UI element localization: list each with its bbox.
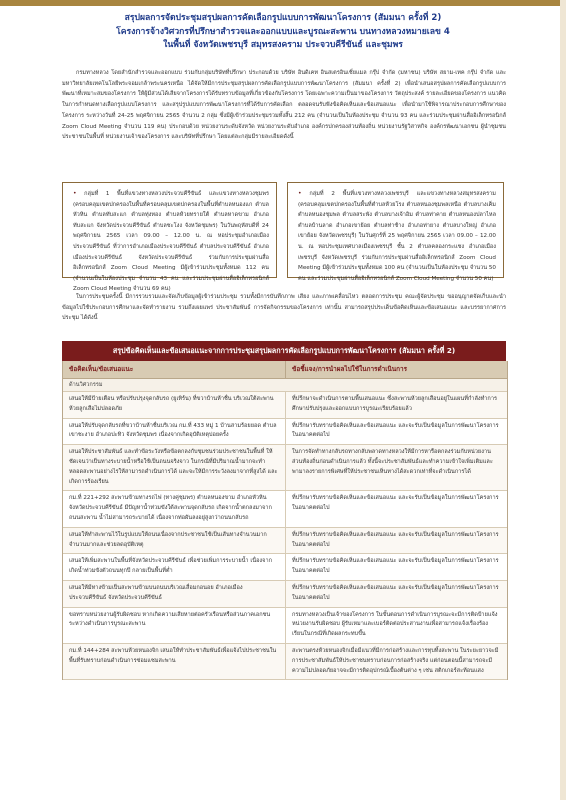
comment-cell: เสนอให้ปรับจุดกลับรถที่ขวาบ้านห้าชื่นบริเวณ กม.ที่ 433 หมู่ 1 บ้านสามร้อยยอด ตำบลเขาชะงาย อำเภอปะทิว จังหวัดชุมพร เนื่องจากเกิดอุบัติเหตุบ่อยครั้ง <box>63 419 286 445</box>
response-cell: ที่ปรึกษารับทราบข้อคิดเห็นและข้อเสนอแนะ และจะรับเป็นข้อมูลในการพัฒนาโครงการในอนาคตต่อไป <box>292 558 499 575</box>
group-1-text <box>73 189 269 295</box>
response-cell: ในการจัดทำทางกลับรถทางกลับพลาดทางหลวงให้มีการหารือตกลงร่วมกับหน่วยงานส่วนท้องถิ่นก่อนดำเนินการแล้ว ทั้งนี้จะประชาสัมพันธ์และทำความเข้าใจเพิ่มเติมและพามาลงรายการพิเศษที่ให้ประชาชนเห็นทางได้สะดวกเท่าที่จะดำเนินการได้ <box>292 449 493 475</box>
table-row <box>63 644 507 680</box>
response-cell: ที่ปรึกษารับทราบข้อคิดเห็นและข้อเสนอแนะ และจะรับเป็นข้อมูลในการพัฒนาโครงการในอนาคตต่อไป <box>292 584 499 601</box>
response-cell: สะพานตรงห้วยหนองจิกเมื่อมีแนวที่มีการก่อสร้างและการทุบทิ้งสะพาน ในระยะยาวจะมีการประชาสัมพันธ์ให้ประชาชนทราบก่อนการก่อสร้างจริง แต่ก่อนตอนนี้สามารถจะมีความไม่ปลอดภัยอาจจะมีการติดอุปกรณ์เบื้องต้นต่าง ๆ เช่น สติกเกอร์สะท้อนแสง <box>292 647 499 674</box>
response-cell: ที่ปรึกษาจะดำเนินการตามพื้นเสนอแนะ ซึ่งสะพานห้วยลูกเสือนอยู่ในแผนที่กำลังทำการศึกษาปรับปรุงและออกแบบการบูรณะเรียบร้อยแล้ว <box>292 396 497 412</box>
table-row <box>63 528 507 555</box>
response-cell: ที่ปรึกษารับทราบข้อคิดเห็นและข้อเสนอแนะ และจะรับเป็นข้อมูลในการพัฒนาโครงการในอนาคตต่อไป <box>292 422 499 439</box>
response-cell: กรมทางหลวงเป็นเจ้าของโครงการ ในขั้นตอนการดำเนินการบูรณะจะมีการติดป้ายแจ้งหน่วยงานรับผิดชอบ ผู้รับเหมาและเบอร์ติดต่อประสานงานเพื่อสามารถแจ้งเรื่องร้องเรียนในกรณีที่เกิดผลกระทบขึ้น <box>292 611 498 638</box>
table-row <box>63 554 507 581</box>
comment-cell: ขอทราบหน่วยงานผู้รับผิดชอบ หากเกิดความเสียหายต่อครัวเรือนหรือส่วนภาคเอกชนระหว่างดำเนินการบูรณะสะพาน <box>63 608 286 643</box>
table-body <box>63 392 507 680</box>
table-header <box>63 361 507 379</box>
table-row <box>63 581 507 608</box>
side-decoration <box>560 0 566 800</box>
comment-cell: เสนอให้มีป้ายเตือน หรือปรับปรุงจุดกลับรถ (ยูเทิร์น) ที่ขวาบ้านห้าชื่น บริเวณใต้สะพานห้วยลูกเสือไม่ปลอดภัย <box>63 392 286 418</box>
conclusion-paragraph: ในการประชุมครั้งนี้ มีการรวบรวมและจัดเก็บข้อมูลผู้เข้าร่วมประชุม รวมทั้งมีการบันทึกภาพ เสียง และภาพเคลื่อนไหว ตลอดการประชุม คณะผู้จัดประชุม ขออนุญาตจัดเก็บและนำข้อมูลไปใช้ประกอบการศึกษาและจัดทำรายงาน รวมถึงเผยแพร่ ประชาสัมพันธ์ การจัดกิจกรรมของโครงการ เท่านั้น สามารถสรุปประเด็นข้อคิดเห็นและข้อเสนอแนะ และบรรยากาศการประชุม ได้ดังนี้ <box>62 294 506 322</box>
bullet-icon: • <box>73 190 77 197</box>
comment-cell: เสนอให้ประชาสัมพันธ์ และทำข้อระวังหรือข้อตกลงกับชุมชนร่วมประชาชนในพื้นที่ ให้ชัดเจนว่าเป็นทางระบายน้ำหรือใช้เป็นถนนจริงจาว ในกรณีที่มีปริมาณน้ำมากจะทำหลอดสะพานอย่างไรให้สามารถดำเนินการได้ และจะให้มีการระวังลงมาจากที่สูงได้ และเกิดการร้องเรียน <box>63 445 286 490</box>
group-2-text <box>298 189 496 284</box>
table-section-engineering: ด้านวิศวกรรม <box>63 379 507 392</box>
table-row <box>63 445 507 491</box>
group-1-box <box>62 182 277 293</box>
table-row <box>63 419 507 446</box>
comment-cell: เสนอให้มีทางข้ามเป็นสะพานข้ามบนถนนบริเวณเสื่อมกอนอย อำเภอเมืองประจวบคีรีขันธ์ จังหวัดประจวบคีรีขันธ์ <box>63 581 286 607</box>
response-cell: ที่ปรึกษารับทราบข้อคิดเห็นและข้อเสนอแนะ และจะรับเป็นข้อมูลในการพัฒนาโครงการในอนาคตต่อไป <box>292 495 499 512</box>
comment-cell: กม.ที่ 221+292 สะพานข้ามทางรถไฟ (ทางคู่ชุมพร) ตำบลหนองขาม อำเภอหัวหิน จังหวัดประจวบคีรีขันธ์ มีปัญหาน้ำท่วมขังใต้สะพานจุดกลับรถ เกิดจากน้ำตกลงมาจากถนนสะพาน น้ำไม่สามารถระบายได้ เนื่องจากท่อผันลงอยู่สูงกว่าถนนกลับรถ <box>63 491 286 526</box>
response-cell: ที่ปรึกษารับทราบข้อคิดเห็นและข้อเสนอแนะ และจะรับเป็นข้อมูลในการพัฒนาโครงการในอนาคตต่อไป <box>292 531 499 548</box>
comment-cell: กม.ที่ 144+284 สะพานห้วยหนองจิก เสนอให้ทำประชาสัมพันธ์เพื่อแจ้งไปประชาชนในพื้นที่รับทราบก่อนดำเนินการซ่อมแซมสะพาน <box>63 644 286 679</box>
title-line-1: สรุปผลการจัดประชุมสรุปผลการคัดเลือกรูปแบบการพัฒนาโครงการ (สัมมนา ครั้งที่ 2) <box>124 13 442 23</box>
table-row <box>63 491 507 527</box>
table-row <box>63 608 507 644</box>
group-1-description: กลุ่มที่ 1 พื้นที่แขวงทางหลวงประจวบคีรีขันธ์ และแขวงทางหลวงชุมพร (ครอบคลุมเขตปกครองในพื้นที่ครอบคลุมเขตปกครองในพื้นที่ตำบลหนองแก ตำบลหัวหิน ตำบลทับสะแก ตำบลทุ่งทอง ตำบลห้วยทรายใต้ ตำบลหาดขาม อำเภอทับสะแก จังหวัดประจวบคีรีขันธ์ ตำบลชะโงง จังหวัดชุมพร) ในวันพฤหัสบดีที่ 24 พฤศจิกายน 2565 เวลา 09.00 – 12.00 น. ณ หอประชุมอำเภอเมืองประจวบคีรีขันธ์ ที่ว่าการอำเภอเมืองประจวบคีรีขันธ์ ตำบลประจวบคีรีขันธ์ อำเภอเมืองประจวบคีรีขันธ์ จังหวัดประจวบคีรีขันธ์ ร่วมกับการประชุมผ่านสื่ออิเล็กทรอนิกส์ Zoom Cloud Meeting มีผู้เข้าร่วมประชุมทั้งหมด 112 คน (จำนวนเป็นในห้องประชุม จำนวน 43 คน และร่วมประชุมผ่านสื่ออิเล็กทรอนิกส์ Zoom Cloud Meeting จำนวน 69 คน) <box>73 191 270 293</box>
bullet-icon: • <box>298 190 302 197</box>
top-accent-bar <box>0 0 566 6</box>
group-2-description: กลุ่มที่ 2 พื้นที่แขวงทางหลวงเพชรบุรี และแขวงทางหลวงสมุทรสงคราม (ครอบคลุมเขตปกครองในพื้นที่ตำบลห้วยโรง ตำบลหนองชุมพลเหนือ ตำบลบางเค็ม ตำบลหนองชุมพล ตำบลสระพัง ตำบลบางเจ้าอิม ตำบลท่าคาย ตำบลหนองปลาไหล ตำบลบ้านลาด อำเภอเขาย้อย ตำบลท่าช้าง อำเภอท่ายาง ตำบลบางใหญ่ อำเภอเขาย้อย จังหวัดเพชรบุรี) ในวันศุกร์ที่ 25 พฤศจิกายน 2565 เวลา 09.00 – 12.00 น. ณ หอประชุมเทศบาลเมืองเพชรบุรี ชั้น 2 ตำบลคลองกระแชง อำเภอเมืองเพชรบุรี จังหวัดเพชรบุรี ร่วมกับการประชุมผ่านสื่ออิเล็กทรอนิกส์ Zoom Cloud Meeting มีผู้เข้าร่วมประชุมทั้งหมด 100 คน (จำนวนเป็นในห้องประชุม จำนวน 50 คน และร่วมประชุมผ่านสื่ออิเล็กทรอนิกส์ Zoom Cloud Meeting จำนวน 50 คน) <box>298 191 496 282</box>
comments-table <box>62 361 508 680</box>
comment-cell: เสนอให้เพิ่มสะพานในพื้นที่จังหวัดประจวบคีรีขันธ์ เพื่อช่วยเพิ่มการระบายน้ำ เนื่องจากเกิดน้ำท่วมขังตัวถนนทุกปี กลายเป็นพื้นที่ต่ำ <box>63 554 286 580</box>
group-2-box <box>287 182 504 282</box>
document-title <box>60 12 506 53</box>
column-header-comments: ข้อคิดเห็น/ข้อเสนอแนะ <box>63 361 286 378</box>
table-row <box>63 392 507 419</box>
column-header-responses: ข้อชี้แจง/การนำผลไปใช้ในการดำเนินการ <box>292 365 408 373</box>
intro-paragraph: กรมทางหลวง โดยสำนักสำรวจและออกแบบ ร่วมกับกลุ่มบริษัทที่ปรึกษา ประกอบด้วย บริษัท อินดิเคท อินสเตรอินเชี่ยแมล กรุ๊ป จำกัด (มหาชน) บริษัท สยาม-เทค กรุ๊ป จำกัด และมหาวิทยาลัยเทคโนโลยีพระจอมเกล้าพระนครเหนือ ได้จัดให้มีการประชุมสรุปผลการคัดเลือกรูปแบบการพัฒนาโครงการ (สัมมนา ครั้งที่ 2) เพื่อนำเสนอสรุปผลการคัดเลือกรูปแบบการพัฒนาที่เหมาะสมของโครงการ ให้ผู้มีส่วนได้เสียจากโครงการได้รับทราบข้อมูลที่เกี่ยวข้องกับโครงการ โดยเฉพาะความเป็นมาของโครงการ วัตถุประสงค์ รายละเอียดของโครงการ แนวคิดในการกำหนดทางเลือกรูปแบบโครงการ และสรุปรูปแบบการพัฒนาโครงการที่ได้รับการคัดเลือก ตลอดจนรับฟังข้อคิดเห็นและข้อเสนอแนะ เพื่อนำมาใช้พิจารณาประกอบการศึกษาของโครงการ ระหว่างวันที่ 24-25 พฤศจิกายน 2565 จำนวน 2 กลุ่ม ซึ่งมีผู้เข้าร่วมประชุมรวมทั้งสิ้น 212 คน (จำนวนเป็นในห้องประชุม จำนวน 93 คน และร่วมประชุมผ่านสื่ออิเล็กทรอนิกส์ Zoom Cloud Meeting จำนวน 119 คน) ประกอบด้วย หน่วยงานระดับจังหวัด หน่วยงานระดับอำเภอ องค์กรปกครองส่วนท้องถิ่น หน่วยงานรัฐวิสาหกิจ องค์กรพัฒนาเอกชน ผู้นำชุมชน ประชาชนในพื้นที่ หน่วยงานเจ้าของโครงการ และบริษัทที่ปรึกษา โดยแต่ละกลุ่มมีรายละเอียดดังนี้ <box>62 70 506 141</box>
title-line-3: ในพื้นที่ จังหวัดเพชรบุรี สมุทรสงคราม ประจวบคีรีขันธ์ และชุมพร <box>163 40 403 50</box>
table-title: สรุปข้อคิดเห็นและข้อเสนอแนะจากการประชุมสรุปผลการคัดเลือกรูปแบบการพัฒนาโครงการ (สัมมนา ครั้งที่ 2) <box>62 341 506 361</box>
comment-cell: เสนอให้ทำสะพานไว้ในรูปแบบให้ถนนเนื่องจากประชาชนใช้เป็นเส้นทางจำนวนมากจำนวนมากและช่วยลดอุบัติเหตุ <box>63 528 286 554</box>
title-line-2: โครงการจ้างวิศวกรที่ปรึกษาสำรวจและออกแบบและบูรณะสะพาน บนทางหลวงหมายเลข 4 <box>116 26 450 37</box>
